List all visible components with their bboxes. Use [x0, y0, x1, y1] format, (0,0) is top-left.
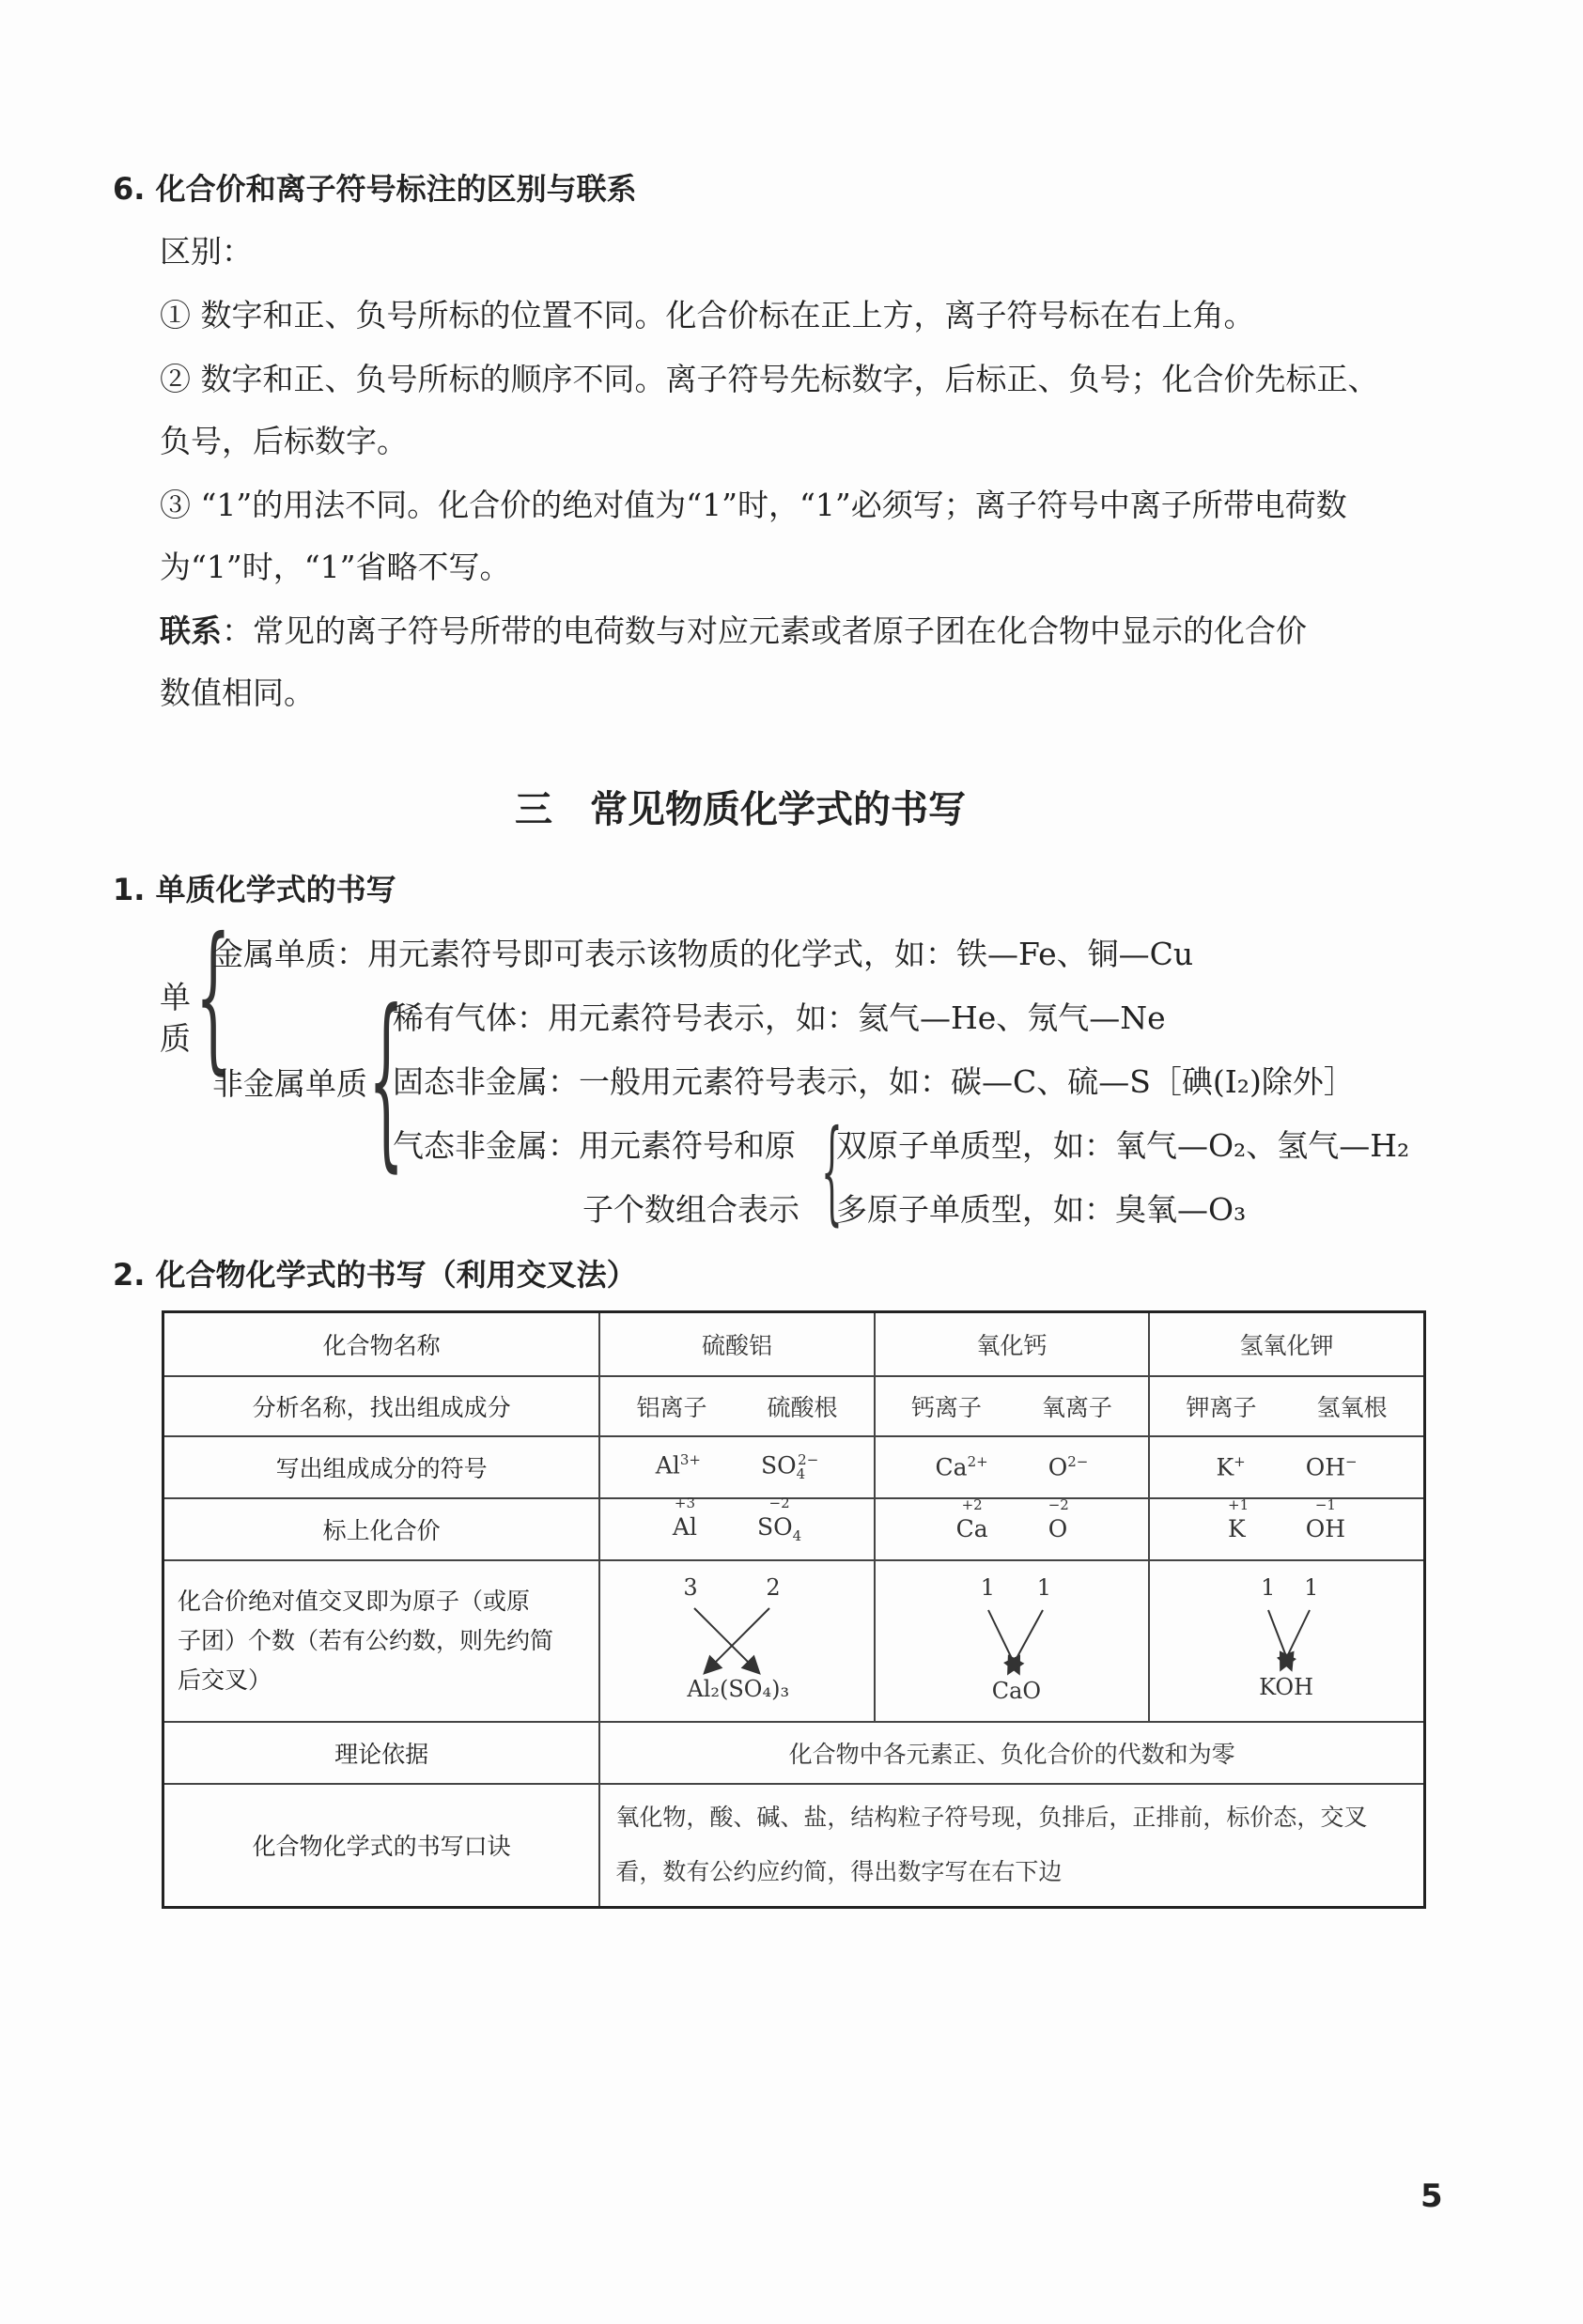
cross-label-line-1: 化合价绝对值交叉即为原子（或原 [178, 1587, 531, 1615]
symbols-1: $Al^{3+}$ $SO_4^{2-}$ [599, 1436, 874, 1498]
row-label-theory: 理论依据 [163, 1722, 600, 1784]
cross-left-number: 1 [980, 1573, 996, 1601]
row-label-components: 分析名称，找出组成成分 [163, 1376, 600, 1436]
cross-right-number: 1 [1304, 1573, 1319, 1601]
difference-point-2-line-1: ② 数字和正、负号所标的顺序不同。离子符号先标数字，后标正、负号；化合价先标正、 [160, 361, 1379, 397]
gas-nonmetal-line-2: 子个数组合表示 [582, 1191, 799, 1228]
valence-3: K +1 OH −1 [1149, 1498, 1424, 1560]
cross-label-line-3: 后交叉） [178, 1666, 272, 1694]
root-char-1: 单 [160, 979, 191, 1015]
connection-label: 联系 [160, 612, 222, 649]
row-label-valence: 标上化合价 [163, 1498, 600, 1560]
polyatomic-line: 多原子单质型，如：臭氧—O₃ [836, 1191, 1247, 1228]
cross-left-number: 3 [683, 1573, 698, 1601]
component-cation: 钾离子 [1186, 1393, 1257, 1421]
theory-basis: 化合物中各元素正、负化合价的代数和为零 [599, 1722, 1424, 1784]
difference-point-3-line-1: ③ “1”的用法不同。化合价的绝对值为“1”时，“1”必须写；离子符号中离子所带电荷数 [160, 487, 1347, 523]
brace-nonmetal: { [368, 970, 405, 1189]
compound-name-2: 氧化钙 [875, 1312, 1149, 1376]
difference-point-1: ① 数字和正、负号所标的位置不同。化合价标在正上方，离子符号标在右上角。 [160, 297, 1255, 333]
cross-label-line-2: 子团）个数（若有公约数，则先约简 [178, 1626, 554, 1654]
cross-diagram-3 [1149, 1560, 1424, 1722]
valence-2: Ca +2 O −2 [875, 1498, 1149, 1560]
cross-result-formula: KOH [1259, 1673, 1313, 1700]
components-3 [1149, 1376, 1424, 1436]
mnemonic-line-1: 氧化物，酸、碱、盐，结构粒子符号现，负排后，正排前，标价态，交叉 [615, 1804, 1368, 1832]
root-char-2: 质 [160, 1020, 191, 1057]
table-row [163, 1722, 1425, 1784]
connection-paragraph-line-1 [160, 607, 1307, 651]
page-number: 5 [1420, 2177, 1443, 2215]
row-label-compound-name: 化合物名称 [163, 1312, 600, 1376]
table-row [163, 1312, 1425, 1376]
nonmetal-element-label: 非金属单质 [212, 1065, 367, 1102]
cross-diagram-2 [875, 1560, 1149, 1722]
subsection-1-heading: 1. 单质化学式的书写 [113, 872, 396, 907]
difference-label: 区别： [160, 233, 253, 270]
compound-formula-table [162, 1310, 1426, 1909]
cross-left-number: 1 [1261, 1573, 1276, 1601]
cross-right-number: 2 [766, 1573, 781, 1601]
table-row [163, 1784, 1425, 1908]
row-label-cross-method [163, 1560, 600, 1722]
cross-diagram-1 [599, 1560, 874, 1722]
symbols-2: $Ca^{2+}$ $O^{2-}$ [875, 1436, 1149, 1498]
row-label-mnemonic: 化合物化学式的书写口诀 [163, 1784, 600, 1908]
mnemonic-line-2: 看，数有公约应约简，得出数字写在右下边 [615, 1858, 1063, 1886]
compound-name-1: 硫酸铝 [599, 1312, 874, 1376]
connection-text: ：常见的离子符号所带的电荷数与对应元素或者原子团在化合物中显示的化合价 [222, 612, 1307, 649]
component-anion: 硫酸根 [767, 1393, 838, 1421]
components-2 [875, 1376, 1149, 1436]
components-1 [599, 1376, 874, 1436]
symbols-3: K+ OH− [1149, 1436, 1424, 1498]
component-anion: 氢氧根 [1316, 1393, 1388, 1421]
cross-right-number: 1 [1036, 1573, 1052, 1601]
section-6-heading: 6. 化合价和离子符号标注的区别与联系 [113, 171, 637, 207]
valence-1: Al +3 $SO_4$ −2 [599, 1498, 874, 1560]
cross-result-formula: CaO [991, 1677, 1042, 1704]
difference-point-3-line-2: 为“1”时，“1”省略不写。 [160, 549, 511, 585]
gas-nonmetal-line-1: 气态非金属：用元素符号和原 [393, 1127, 796, 1164]
section-3-title: 三 常见物质化学式的书写 [515, 788, 966, 831]
compound-name-3: 氢氧化钾 [1149, 1312, 1424, 1376]
metal-element-line: 金属单质：用元素符号即可表示该物质的化学式，如：铁—Fe、铜—Cu [212, 936, 1194, 972]
solid-nonmetal-line: 固态非金属：一般用元素符号表示，如：碳—C、硫—S［碘(I₂)除外］ [393, 1063, 1355, 1100]
table-row [163, 1436, 1425, 1498]
component-cation: 铝离子 [636, 1393, 707, 1421]
subsection-2-heading: 2. 化合物化学式的书写（利用交叉法） [113, 1257, 637, 1293]
diatomic-line: 双原子单质型，如：氧气—O₂、氢气—H₂ [836, 1127, 1410, 1164]
table-row [163, 1376, 1425, 1436]
mnemonic-text [599, 1784, 1424, 1908]
table-row [163, 1560, 1425, 1722]
difference-point-2-line-2: 负号，后标数字。 [160, 423, 408, 459]
rare-gas-line: 稀有气体：用元素符号表示，如：氦气—He、氖气—Ne [393, 999, 1166, 1036]
component-anion: 氧离子 [1041, 1393, 1112, 1421]
component-cation: 钙离子 [910, 1393, 982, 1421]
table-row [163, 1498, 1425, 1560]
row-label-symbols: 写出组成成分的符号 [163, 1436, 600, 1498]
elementary-substance-root [160, 977, 191, 1060]
brace-gas: { [821, 1107, 843, 1237]
cross-result-formula: Al₂(SO₄)₃ [687, 1675, 790, 1702]
connection-paragraph-line-2: 数值相同。 [160, 674, 315, 711]
brace-root: { [195, 904, 231, 1090]
